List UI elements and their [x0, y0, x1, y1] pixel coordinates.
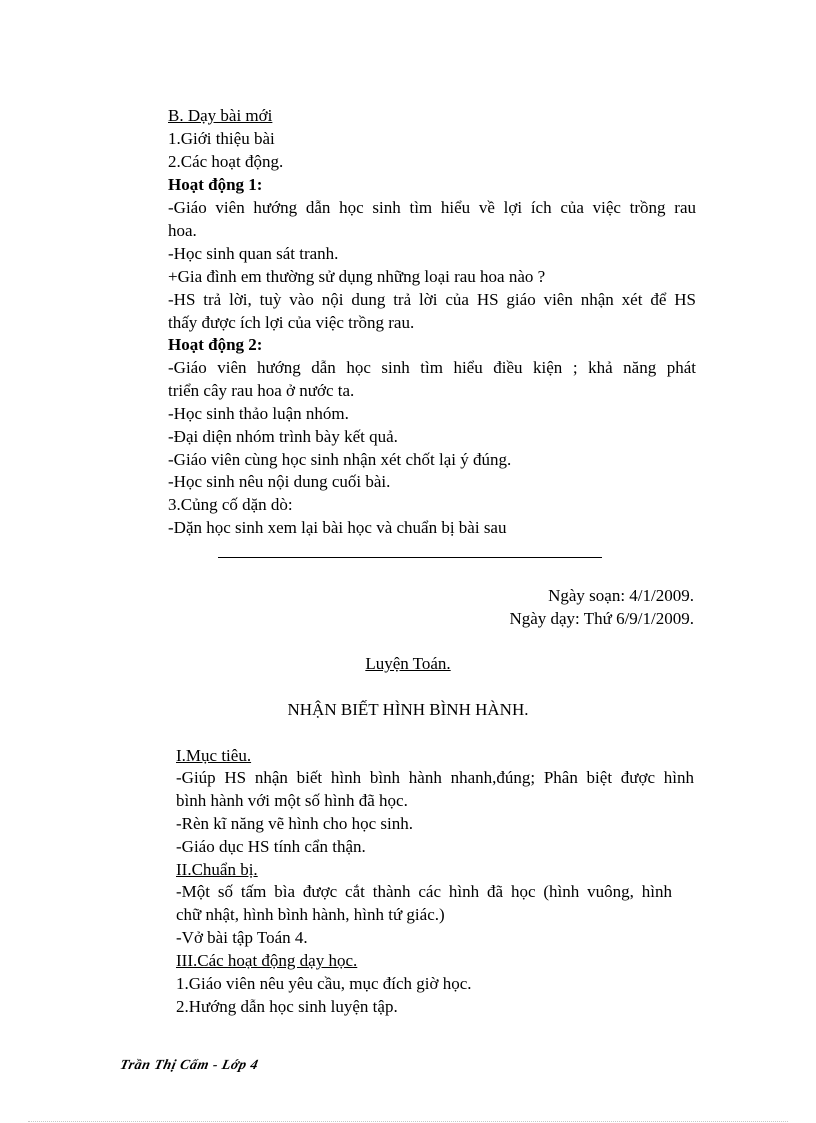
- footer-signature: Trần Thị Cẩm - Lớp 4: [118, 1058, 260, 1073]
- objectives-line-3: -Rèn kĩ năng vẽ hình cho học sinh.: [176, 814, 414, 833]
- page-bottom-border: [28, 1121, 788, 1122]
- objectives-line-1: -Giúp HS nhận biết hình bình hành nhanh,đúng; Phân biệt được hình: [176, 768, 694, 787]
- activity-1-line-1: -Giáo viên hướng dẫn học sinh tìm hiểu về lợi ích của việc trồng rau: [168, 198, 696, 217]
- activity-1-line-4: +Gia đình em thường sử dụng những loại rau hoa nào ?: [168, 267, 546, 286]
- lesson-title: NHẬN BIẾT HÌNH BÌNH HÀNH.: [287, 700, 529, 719]
- activities-line-1: 1.Giáo viên nêu yêu cầu, mục đích giờ học.: [176, 974, 472, 993]
- activity-2-line-1: -Giáo viên hướng dẫn học sinh tìm hiểu điều kiện ; khả năng phát: [168, 358, 696, 377]
- activity-2-line-3: -Học sinh thảo luận nhóm.: [168, 404, 349, 423]
- preparation-line-1: -Một số tấm bìa được cắt thành các hình đã học (hình vuông, hình: [176, 882, 672, 901]
- objectives-heading: I.Mục tiêu.: [176, 746, 252, 765]
- activity-2-line-6: -Học sinh nêu nội dung cuối bài.: [168, 472, 391, 491]
- section-divider: [218, 557, 602, 558]
- lesson-subject: Luyện Toán.: [365, 654, 451, 673]
- activities-line-2: 2.Hướng dẫn học sinh luyện tập.: [176, 997, 398, 1016]
- preparation-heading: II.Chuẩn bị.: [176, 860, 258, 879]
- section-b-item-1: 1.Giới thiệu bài: [168, 129, 275, 148]
- activity-1-line-6: thấy được ích lợi của việc trồng rau.: [168, 313, 415, 332]
- closing-title: 3.Củng cố dặn dò:: [168, 495, 293, 514]
- preparation-line-2: chữ nhật, hình bình hành, hình tứ giác.): [176, 905, 445, 924]
- prepared-date: Ngày soạn: 4/1/2009.: [548, 586, 694, 605]
- objectives-line-2: bình hành với một số hình đã học.: [176, 791, 408, 810]
- activity-2-line-5: -Giáo viên cùng học sinh nhận xét chốt lại ý đúng.: [168, 450, 512, 469]
- activity-1-line-5: -HS trả lời, tuỳ vào nội dung trả lời của HS giáo viên nhận xét để HS: [168, 290, 696, 309]
- preparation-line-3: -Vở bài tập Toán 4.: [176, 928, 308, 947]
- activity-1-line-2: hoa.: [168, 221, 197, 240]
- activity-1-title: Hoạt động 1:: [168, 175, 263, 194]
- section-b-item-2: 2.Các hoạt động.: [168, 152, 284, 171]
- objectives-line-4: -Giáo dục HS tính cẩn thận.: [176, 837, 366, 856]
- closing-line: -Dặn học sinh xem lại bài học và chuẩn bị bài sau: [168, 518, 507, 537]
- activity-2-line-2: triển cây rau hoa ở nước ta.: [168, 381, 355, 400]
- activities-heading: III.Các hoạt động dạy học.: [176, 951, 358, 970]
- activity-2-line-4: -Đại diện nhóm trình bày kết quả.: [168, 427, 398, 446]
- taught-date: Ngày dạy: Thứ 6/9/1/2009.: [509, 609, 694, 628]
- section-b-heading: B. Dạy bài mới: [168, 106, 273, 125]
- activity-2-title: Hoạt động 2:: [168, 335, 263, 354]
- activity-1-line-3: -Học sinh quan sát tranh.: [168, 244, 339, 263]
